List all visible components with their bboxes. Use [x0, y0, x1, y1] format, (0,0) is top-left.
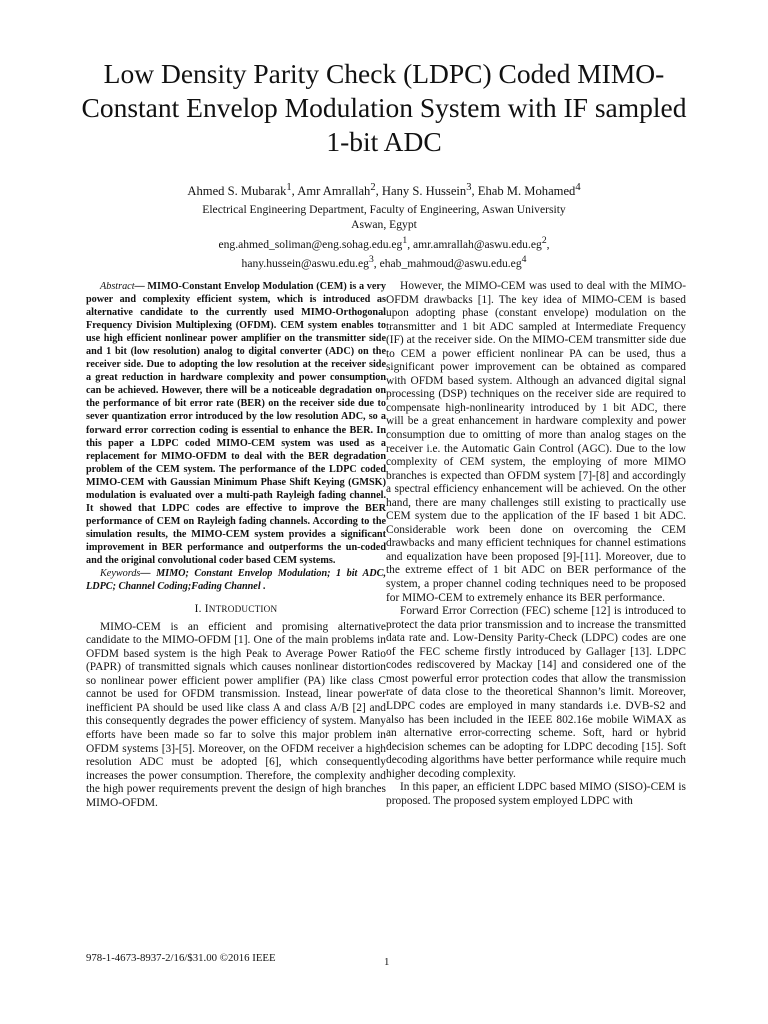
- page-number: 1: [384, 956, 390, 968]
- paper-title: Low Density Parity Check (LDPC) Coded MIMO-Constant Envelop Modulation System with IF sampled 1-bit ADC: [81, 58, 687, 157]
- author-sup: 3: [466, 182, 472, 193]
- abstract: [86, 280, 386, 567]
- location: Aswan, Egypt: [351, 218, 417, 232]
- separator: ,: [471, 184, 478, 199]
- author-names: [60, 180, 708, 200]
- left-column: [86, 280, 386, 810]
- author-block: [60, 180, 708, 272]
- author-name: Hany S. Hussein: [381, 184, 467, 199]
- email-link[interactable]: amr.amrallah@aswu.edu.eg: [412, 237, 542, 251]
- separator: ,: [407, 237, 413, 251]
- keywords-dash: —: [140, 568, 157, 580]
- body-paragraph: MIMO-CEM is an efficient and promising alternative candidate to the MIMO-OFDM [1]. One of the main problems in OFDM based system is the high Peak to Average Power Ratio (PAPR) of transmitted signals which causes nonlinear distortion so nonlinear power efficient power amplifier (PA) like class C cannot be used for OFDM transmission. Instead, linear power inefficient PA should be used like class A and class A/B [2] and this consequently degrades the power efficiency of system. Many efforts have been made so far to solve this major problem in OFDM systems [3]-[5]. Moreover, on the OFDM receiver a high resolution ADC must be adopted [6], which consequently increases the power consumption. Therefore, the complexity and the high power requirements prevent the design of high branches MIMO-OFDM.: [86, 620, 386, 809]
- author-sup: 1: [286, 182, 292, 193]
- body-paragraph: Forward Error Correction (FEC) scheme [12] is introduced to protect the data prior transmission and to increase the transmitted data rate and. Low-Density Parity-Check (LDPC) codes are one of the FEC scheme firstly introduced by Gallager [13]. LDPC codes rediscovered by Mackay [14] and considered one of the most powerful error protection codes that allow the transmission rate of data close to the theoretical Shannon’s limit. Moreover, LDPC codes are employed in many standards i.e. DVB-S2 and also has been included in the IEEE 802.16e mobile WiMAX as an alternative error-correcting scheme. Soft, hard or hybrid decision schemes can be adopting for LDPC decoding [15]. Soft decoding algorithms have better performance while require much higher decoding complexity.: [386, 605, 686, 780]
- section-title-initial: I: [204, 603, 209, 616]
- separator: ,: [375, 184, 382, 199]
- author-sup: 4: [575, 182, 581, 193]
- abstract-text: MIMO-Constant Envelop Modulation (CEM) is a very power and complexity efficient system, which is introduced as alternative candidate to the currently used MIMO-Orthogonal Frequency Division Multiplexing (OFDM). CEM system enables to use high efficient nonlinear power amplifier on the transmitter side and 1 bit (low resolution) analog to digital converter (ADC) on the receiver side. Due to adopting the low resolution at the receiver side a great reduction in hardware complexity and power consumption can be achieved. However, there will be a noticeable degradation on the performance of bit error rate (BER) on the receiver side due to sever quantization error introduced by the low resolution ADC, so a forward error correction coding is essential to enhance the BER. In this paper a LDPC coded MIMO-CEM system was used as a replacement for MIMO-OFDM to deal with the BER degradation problem of the CEM system. The performance of the LDPC coded MIMO-CEM with Gaussian Minimum Phase Shift Keying (GMSK) modulation is evaluated over a multi-path Rayleigh fading channel. It showed that LDPC codes are effective to improve the BER performance of CEM on Rayleigh fading channels. According to the simulation results, the MIMO-CEM system provides a significant improvement in BER performance and outperforms the un-coded and the original convolutional coder based CEM systems.: [86, 281, 386, 566]
- separator: ,: [291, 184, 298, 199]
- email-link[interactable]: eng.ahmed_soliman@eng.sohag.edu.eg: [218, 237, 403, 251]
- email-sup: 4: [521, 254, 527, 266]
- keywords-text: MIMO; Constant Envelop Modulation; 1 bit ADC, LDPC; Channel Coding;Fading Channel .: [86, 568, 387, 593]
- email-sup: 3: [368, 254, 374, 266]
- section-number: I.: [194, 603, 202, 616]
- right-column: [386, 280, 686, 808]
- author-name: Amr Amrallah: [297, 184, 371, 199]
- separator: ,: [546, 237, 550, 251]
- body-paragraph: In this paper, an efficient LDPC based MIMO (SISO)-CEM is proposed. The proposed system employed LDPC with: [386, 781, 686, 807]
- author-sup: 2: [370, 182, 376, 193]
- copyright-footer: 978-1-4673-8937-2/16/$31.00 ©2016 IEEE: [86, 952, 276, 964]
- abstract-label: Abstract: [100, 281, 135, 292]
- keywords-label: Keywords: [100, 568, 141, 580]
- affiliation: Electrical Engineering Department, Faculty of Engineering, Aswan University: [202, 202, 566, 216]
- keywords: [86, 567, 386, 593]
- section-title-rest: NTRODUCTION: [208, 604, 278, 615]
- author-name: Ehab M. Mohamed: [477, 184, 576, 199]
- email-line: [60, 252, 708, 271]
- section-heading: [86, 603, 386, 617]
- separator: ,: [373, 257, 380, 271]
- email-link[interactable]: hany.hussein@aswu.edu.eg: [241, 257, 369, 271]
- body-paragraph: However, the MIMO-CEM was used to deal with the MIMO-OFDM drawbacks [1]. The key idea of MIMO-CEM is based upon adopting phase (constant envelope) modulation on the transmitter and 1 bit ADC sampled at Intermediate Frequency (IF) at the receiver side. On the MIMO-CEM transmitter side due to CEM a power efficient nonlinear PA can be used, thus a significant power improvement can be obtained as compared with OFDM based system. Although an advanced digital signal processing (DSP) techniques on the receiver side are required to compensate high-nonlinearity introduced by 1 bit ADC, there will be a great enhancement in hardware complexity and power consumption due to omitting of more than analog stages on the receiver i.e. the Automatic Gain Control (AGC). Due to the low complexity of CEM system, the employing of more MIMO branches is expected than OFDM system [7]-[8] and accordingly a spectral efficiency enhancement will be achieved. On the other hand, there are many challenges still existing to practically use CEM system due to the application of the IF based 1 bit ADC. Considerable work been done on overcoming the CEM drawbacks and many efficient techniques for channel estimations and equalization have been proposed [9]-[11]. Moreover, due to the extreme effect of 1 bit ADC on BER performance of the system, a proper channel coding techniques need to be proposed for MIMO-CEM to extremely enhance its BER performance.: [386, 280, 686, 604]
- abstract-dash: —: [134, 281, 148, 292]
- email-sup: 2: [541, 234, 547, 246]
- author-name: Ahmed S. Mubarak: [187, 184, 287, 199]
- email-line: [60, 233, 708, 252]
- email-sup: 1: [402, 234, 408, 246]
- email-link[interactable]: ehab_mahmoud@aswu.edu.eg: [379, 257, 522, 271]
